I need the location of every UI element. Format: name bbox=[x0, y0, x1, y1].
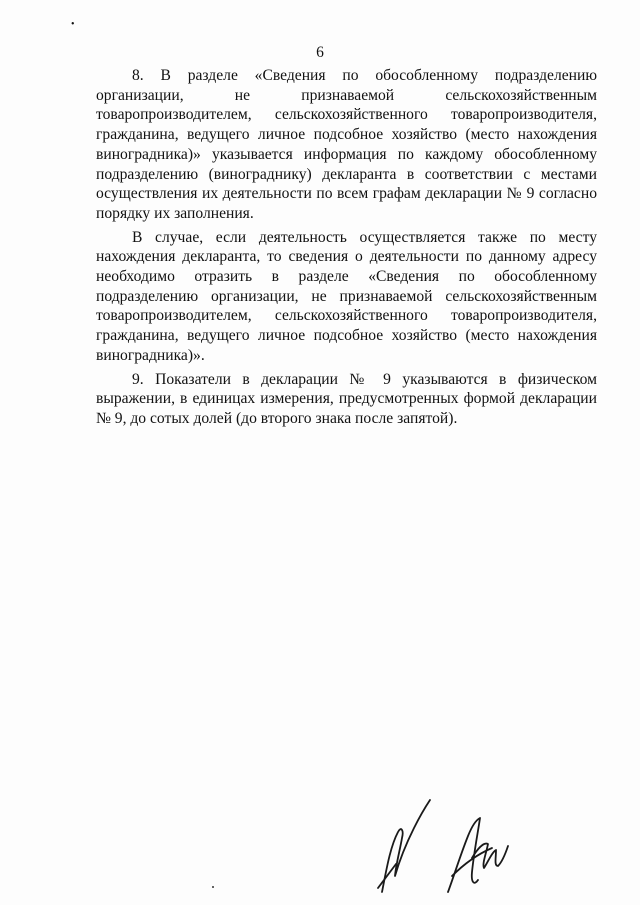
page-number: 6 bbox=[316, 44, 324, 61]
document-body bbox=[96, 66, 597, 433]
paragraph-declarant-location: В случае, если деятельность осуществляется также по месту нахождения декларанта, то сведения о деятельности по данному адресу необходимо отразить в разделе «Сведения по обособленному подразделению организации, не признаваемой сельскохозяйственным товаропроизводителем, сельскохозяйственного товаропроизводителя, гражданина, ведущего личное подсобное хозяйство (место нахождения виноградника)». bbox=[96, 228, 597, 364]
handwritten-signature-icon bbox=[368, 792, 518, 902]
paragraph-item-9: 9. Показатели в декларации № 9 указываются в физическом выражении, в единицах измерения, предусмотренных формой декларации № 9, до сотых долей (до второго знака после запятой). bbox=[96, 370, 597, 427]
paragraph-item-8: 8. В разделе «Сведения по обособленному подразделению организации, не признаваемой сельскохозяйственным товаропроизводителем, сельскохозяйственного товаропроизводителя, гражданина, ведущего личное подсобное хозяйство (место нахождения виноградника)» указывается информация по каждому обособленному подразделению (винограднику) декларанта в соответствии с местами осуществления их деятельности по всем графам декларации № 9 согласно порядку их заполнения. bbox=[96, 67, 597, 222]
scan-speck bbox=[212, 886, 214, 888]
corner-mark: • bbox=[71, 19, 75, 30]
